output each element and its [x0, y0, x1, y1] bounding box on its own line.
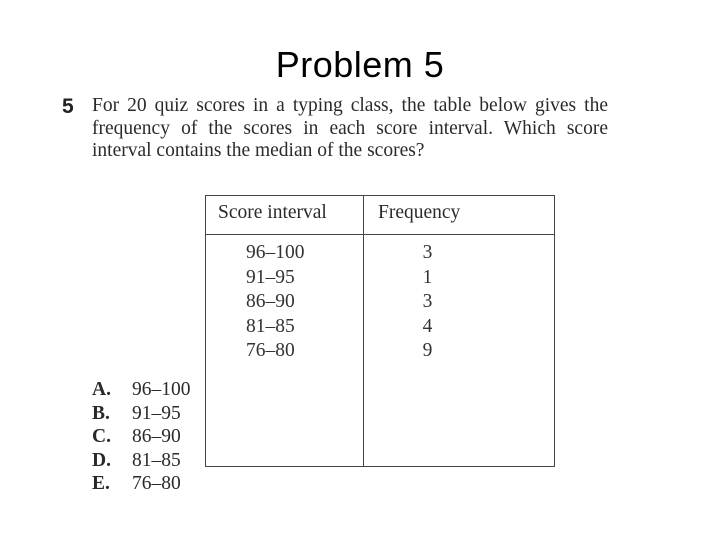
choice-b [92, 402, 191, 426]
header-frequency: Frequency [378, 202, 461, 223]
choice-text: 96–100 [132, 379, 191, 400]
frequency-table [205, 195, 555, 467]
choice-letter: B. [92, 402, 110, 424]
table-cell-interval: 81–85 [246, 315, 295, 337]
header-score-interval: Score interval [218, 202, 327, 223]
table-cell-frequency: 3 [422, 242, 433, 263]
interval-column [246, 241, 305, 364]
table-cell-frequency: 4 [422, 315, 433, 337]
choice-text: 91–95 [132, 402, 181, 424]
choice-text: 76–80 [132, 473, 181, 494]
choice-letter: E. [92, 473, 110, 494]
choice-letter: C. [92, 426, 111, 447]
table-cell-frequency: 3 [422, 291, 433, 312]
choice-e [92, 472, 191, 496]
table-cell-interval: 91–95 [246, 266, 295, 288]
choice-c [92, 425, 191, 449]
table-cell-interval: 76–80 [246, 340, 295, 361]
choice-text: 81–85 [132, 449, 181, 471]
answer-choices [92, 378, 191, 496]
slide-title: Problem 5 [275, 44, 445, 85]
choice-d [92, 449, 191, 473]
choice-a [92, 378, 191, 402]
table-cell-frequency: 9 [422, 340, 433, 361]
frequency-column [363, 241, 492, 364]
choice-letter: A. [92, 379, 111, 400]
table-cell-interval: 96–100 [246, 242, 305, 263]
problem-text: For 20 quiz scores in a typing class, the table below gives the frequency of the scores in each score interval. Which score interval contains the median of the scores? [92, 95, 608, 161]
table-cell-interval: 86–90 [246, 291, 295, 312]
choice-letter: D. [92, 449, 111, 471]
problem-number: 5 [62, 95, 74, 118]
choice-text: 86–90 [132, 426, 181, 447]
table-cell-frequency: 1 [422, 266, 433, 288]
